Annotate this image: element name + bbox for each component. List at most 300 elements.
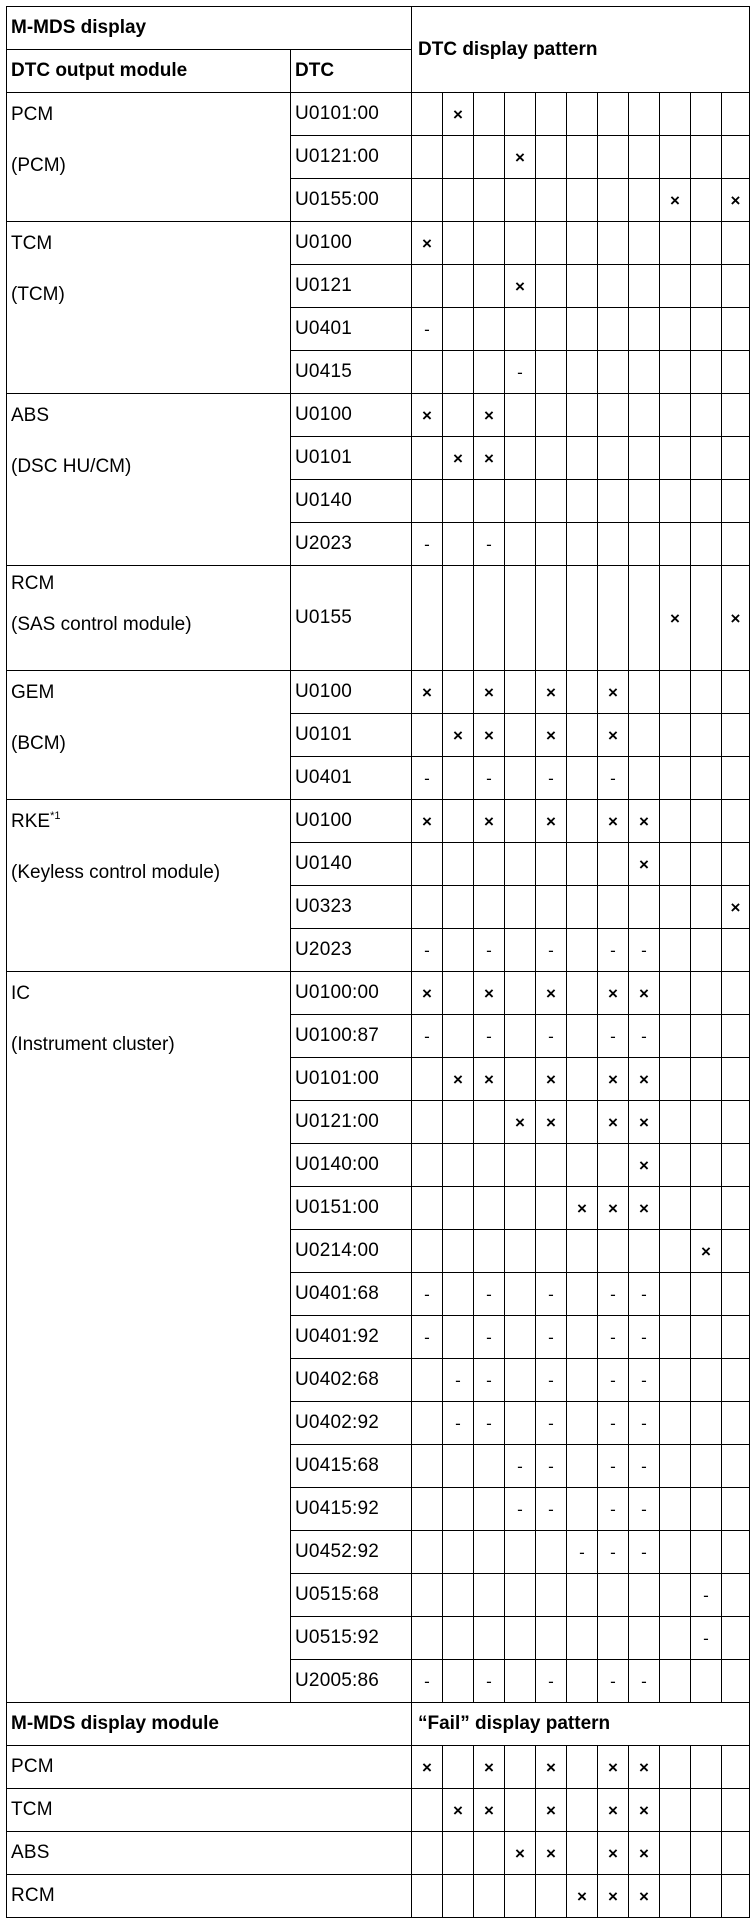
- pattern-cell: [412, 93, 443, 136]
- pattern-cell: [722, 222, 750, 265]
- fail-module-name: ABS: [7, 1832, 412, 1875]
- pattern-cell: [443, 566, 474, 671]
- pattern-cell-dash: -: [691, 1617, 722, 1660]
- pattern-cell: [691, 1273, 722, 1316]
- module-name: [11, 566, 290, 595]
- pattern-cell: [629, 671, 660, 714]
- pattern-cell: [443, 1488, 474, 1531]
- pattern-cell: [598, 480, 629, 523]
- dtc-code: U0121:00: [291, 136, 412, 179]
- pattern-cell: [412, 1531, 443, 1574]
- pattern-cell-x-mark: ×: [598, 1187, 629, 1230]
- pattern-cell: [722, 136, 750, 179]
- pattern-cell: [567, 1015, 598, 1058]
- pattern-cell: [660, 1875, 691, 1918]
- pattern-cell-x-mark: ×: [474, 394, 505, 437]
- pattern-cell: [660, 1101, 691, 1144]
- dtc-code: U0140: [291, 480, 412, 523]
- pattern-cell-x-mark: ×: [629, 1789, 660, 1832]
- pattern-cell: [505, 1660, 536, 1703]
- pattern-cell: [691, 929, 722, 972]
- pattern-cell: [567, 714, 598, 757]
- dtc-code: U0100:00: [291, 972, 412, 1015]
- pattern-cell: [691, 1875, 722, 1918]
- pattern-cell: [722, 1058, 750, 1101]
- module-cell: [7, 972, 291, 1703]
- pattern-cell: [567, 1488, 598, 1531]
- pattern-cell: [567, 972, 598, 1015]
- pattern-cell: [660, 1230, 691, 1273]
- pattern-cell: [505, 566, 536, 671]
- pattern-cell: [722, 523, 750, 566]
- pattern-cell-x-mark: ×: [567, 1187, 598, 1230]
- pattern-cell: [474, 1187, 505, 1230]
- pattern-cell: [443, 1832, 474, 1875]
- pattern-cell: [567, 800, 598, 843]
- pattern-cell-x-mark: ×: [474, 800, 505, 843]
- pattern-cell: [505, 523, 536, 566]
- table-row: [7, 222, 750, 265]
- pattern-cell: [691, 1359, 722, 1402]
- pattern-cell-dash: -: [629, 929, 660, 972]
- pattern-cell-x-mark: ×: [536, 972, 567, 1015]
- pattern-cell: [629, 714, 660, 757]
- pattern-cell: [691, 394, 722, 437]
- pattern-cell: [443, 1230, 474, 1273]
- pattern-cell: [629, 566, 660, 671]
- pattern-cell: [660, 1617, 691, 1660]
- pattern-cell-dash: -: [629, 1445, 660, 1488]
- pattern-cell: [443, 929, 474, 972]
- dtc-code: U2005:86: [291, 1660, 412, 1703]
- pattern-cell: [722, 1746, 750, 1789]
- pattern-cell: [567, 93, 598, 136]
- pattern-cell-dash: -: [536, 1316, 567, 1359]
- pattern-cell: [660, 523, 691, 566]
- module-name-text: GEM: [11, 682, 55, 703]
- pattern-cell-x-mark: ×: [598, 1058, 629, 1101]
- pattern-cell-x-mark: ×: [474, 714, 505, 757]
- pattern-cell: [567, 308, 598, 351]
- pattern-cell: [412, 1359, 443, 1402]
- pattern-cell: [412, 1832, 443, 1875]
- pattern-cell-dash: -: [598, 1273, 629, 1316]
- pattern-cell: [505, 800, 536, 843]
- pattern-cell: [660, 714, 691, 757]
- pattern-cell: [567, 523, 598, 566]
- dtc-code: U0401:68: [291, 1273, 412, 1316]
- table-body: [7, 7, 750, 1918]
- pattern-cell: [722, 1445, 750, 1488]
- pattern-cell: [660, 1445, 691, 1488]
- pattern-cell: [722, 1789, 750, 1832]
- pattern-cell-x-mark: ×: [536, 1101, 567, 1144]
- pattern-cell: [567, 843, 598, 886]
- pattern-cell: [474, 1875, 505, 1918]
- pattern-cell: [443, 972, 474, 1015]
- pattern-cell: [722, 929, 750, 972]
- pattern-cell: [660, 265, 691, 308]
- pattern-cell: [722, 1187, 750, 1230]
- pattern-cell: [567, 566, 598, 671]
- pattern-cell: [412, 1875, 443, 1918]
- pattern-cell-x-mark: ×: [412, 671, 443, 714]
- dtc-code: U0101: [291, 437, 412, 480]
- pattern-cell-dash: -: [598, 929, 629, 972]
- pattern-cell: [536, 886, 567, 929]
- pattern-cell-x-mark: ×: [412, 800, 443, 843]
- pattern-cell: [660, 480, 691, 523]
- pattern-cell-x-mark: ×: [474, 972, 505, 1015]
- dtc-code: U0151:00: [291, 1187, 412, 1230]
- dtc-code: U0401: [291, 308, 412, 351]
- pattern-cell: [536, 1617, 567, 1660]
- pattern-cell: [598, 566, 629, 671]
- pattern-cell: [505, 886, 536, 929]
- pattern-cell: [660, 136, 691, 179]
- pattern-cell: [443, 1015, 474, 1058]
- pattern-cell-dash: -: [474, 1015, 505, 1058]
- pattern-cell-x-mark: ×: [629, 1875, 660, 1918]
- pattern-cell: [660, 1832, 691, 1875]
- pattern-cell: [722, 93, 750, 136]
- pattern-cell: [505, 179, 536, 222]
- pattern-cell-dash: -: [412, 1273, 443, 1316]
- pattern-cell: [505, 843, 536, 886]
- pattern-cell-dash: -: [412, 757, 443, 800]
- pattern-cell-x-mark: ×: [474, 1058, 505, 1101]
- pattern-cell: [629, 394, 660, 437]
- pattern-cell-dash: -: [505, 1445, 536, 1488]
- pattern-cell: [722, 972, 750, 1015]
- pattern-cell: [505, 929, 536, 972]
- pattern-cell-dash: -: [629, 1402, 660, 1445]
- pattern-cell-dash: -: [598, 1660, 629, 1703]
- pattern-cell: [722, 265, 750, 308]
- pattern-cell: [412, 1445, 443, 1488]
- pattern-cell: [691, 1144, 722, 1187]
- pattern-cell: [722, 1488, 750, 1531]
- dtc-code: U2023: [291, 929, 412, 972]
- pattern-cell-x-mark: ×: [629, 800, 660, 843]
- pattern-cell: [505, 1531, 536, 1574]
- pattern-cell: [629, 179, 660, 222]
- pattern-cell: [691, 714, 722, 757]
- pattern-cell: [443, 1273, 474, 1316]
- pattern-cell: [722, 671, 750, 714]
- fail-module-name: TCM: [7, 1789, 412, 1832]
- pattern-cell: [474, 886, 505, 929]
- pattern-cell: [474, 136, 505, 179]
- pattern-cell: [443, 671, 474, 714]
- pattern-cell: [660, 1273, 691, 1316]
- dtc-output-module-header: DTC output module: [7, 50, 291, 93]
- table-row: [7, 800, 750, 843]
- module-name: [11, 671, 290, 704]
- pattern-cell: [660, 972, 691, 1015]
- pattern-cell: [412, 714, 443, 757]
- pattern-cell: [629, 222, 660, 265]
- pattern-cell: [443, 265, 474, 308]
- pattern-cell-dash: -: [505, 1488, 536, 1531]
- pattern-cell-x-mark: ×: [722, 886, 750, 929]
- pattern-cell: [691, 1531, 722, 1574]
- dtc-code: U0101:00: [291, 1058, 412, 1101]
- pattern-cell-dash: -: [474, 929, 505, 972]
- pattern-cell-dash: -: [443, 1359, 474, 1402]
- pattern-cell-dash: -: [536, 1273, 567, 1316]
- pattern-cell: [691, 351, 722, 394]
- pattern-cell-dash: -: [629, 1488, 660, 1531]
- pattern-cell: [536, 1574, 567, 1617]
- module-name: [11, 394, 290, 427]
- pattern-cell: [505, 93, 536, 136]
- pattern-cell: [474, 1101, 505, 1144]
- pattern-cell: [660, 843, 691, 886]
- pattern-cell: [412, 566, 443, 671]
- pattern-cell: [443, 1531, 474, 1574]
- pattern-cell: [505, 1230, 536, 1273]
- pattern-cell-dash: -: [598, 1531, 629, 1574]
- pattern-cell-x-mark: ×: [536, 1789, 567, 1832]
- pattern-cell-x-mark: ×: [443, 437, 474, 480]
- pattern-cell-x-mark: ×: [536, 671, 567, 714]
- pattern-cell: [722, 480, 750, 523]
- pattern-cell: [567, 1445, 598, 1488]
- pattern-cell-x-mark: ×: [629, 1746, 660, 1789]
- pattern-cell: [505, 1402, 536, 1445]
- pattern-cell: [443, 1187, 474, 1230]
- module-description: (PCM): [11, 154, 66, 176]
- pattern-cell: [598, 179, 629, 222]
- pattern-cell-dash: -: [474, 1660, 505, 1703]
- pattern-cell-dash: -: [412, 1015, 443, 1058]
- pattern-cell: [567, 1617, 598, 1660]
- pattern-cell: [412, 1101, 443, 1144]
- dtc-code: U0401: [291, 757, 412, 800]
- pattern-cell: [567, 929, 598, 972]
- pattern-cell: [660, 351, 691, 394]
- dtc-code: U0100: [291, 222, 412, 265]
- pattern-cell: [629, 886, 660, 929]
- pattern-cell: [691, 437, 722, 480]
- pattern-cell-dash: -: [443, 1402, 474, 1445]
- pattern-cell: [536, 265, 567, 308]
- pattern-cell-dash: -: [505, 351, 536, 394]
- pattern-cell: [505, 972, 536, 1015]
- pattern-cell-x-mark: ×: [536, 800, 567, 843]
- pattern-cell-dash: -: [412, 308, 443, 351]
- pattern-cell: [567, 1746, 598, 1789]
- pattern-cell: [691, 1832, 722, 1875]
- module-name-text: PCM: [11, 104, 54, 125]
- pattern-cell: [691, 1488, 722, 1531]
- pattern-cell: [691, 1402, 722, 1445]
- pattern-cell-x-mark: ×: [691, 1230, 722, 1273]
- pattern-cell: [505, 1746, 536, 1789]
- pattern-cell: [722, 800, 750, 843]
- module-name: [11, 800, 290, 833]
- pattern-cell: [474, 1230, 505, 1273]
- pattern-cell: [691, 1445, 722, 1488]
- pattern-cell: [691, 265, 722, 308]
- pattern-cell: [722, 1015, 750, 1058]
- pattern-cell: [629, 480, 660, 523]
- pattern-cell: [567, 1789, 598, 1832]
- pattern-cell: [722, 1359, 750, 1402]
- pattern-cell: [474, 308, 505, 351]
- pattern-cell-x-mark: ×: [536, 1058, 567, 1101]
- fail-display-pattern-header: “Fail” display pattern: [412, 1703, 750, 1746]
- pattern-cell: [412, 437, 443, 480]
- pattern-cell: [474, 265, 505, 308]
- pattern-cell: [722, 1402, 750, 1445]
- pattern-cell: [474, 1445, 505, 1488]
- module-name: [11, 93, 290, 126]
- pattern-cell-x-mark: ×: [629, 1144, 660, 1187]
- fail-module-name: PCM: [7, 1746, 412, 1789]
- pattern-cell: [505, 1617, 536, 1660]
- module-description: (DSC HU/CM): [11, 455, 132, 477]
- pattern-cell: [691, 523, 722, 566]
- pattern-cell: [660, 1574, 691, 1617]
- pattern-cell-dash: -: [474, 1316, 505, 1359]
- module-cell: [7, 671, 291, 800]
- pattern-cell-x-mark: ×: [629, 843, 660, 886]
- pattern-cell: [536, 308, 567, 351]
- pattern-cell: [660, 1531, 691, 1574]
- pattern-cell-x-mark: ×: [474, 437, 505, 480]
- pattern-cell-dash: -: [412, 929, 443, 972]
- module-cell: [7, 93, 291, 222]
- pattern-cell: [691, 757, 722, 800]
- pattern-cell: [660, 1015, 691, 1058]
- pattern-cell: [505, 1574, 536, 1617]
- table-row: [7, 566, 750, 671]
- pattern-cell: [505, 1273, 536, 1316]
- module-name-text: RKE: [11, 811, 51, 832]
- pattern-cell-x-mark: ×: [629, 1187, 660, 1230]
- pattern-cell: [567, 886, 598, 929]
- module-cell: [7, 222, 291, 394]
- dtc-code: U0155: [291, 566, 412, 671]
- pattern-cell: [722, 1617, 750, 1660]
- pattern-cell: [412, 1617, 443, 1660]
- pattern-cell: [443, 308, 474, 351]
- module-cell: [7, 800, 291, 972]
- pattern-cell-x-mark: ×: [598, 800, 629, 843]
- pattern-cell: [567, 222, 598, 265]
- pattern-cell: [660, 671, 691, 714]
- pattern-cell: [629, 523, 660, 566]
- pattern-cell: [567, 1273, 598, 1316]
- pattern-cell: [660, 1746, 691, 1789]
- pattern-cell-dash: -: [536, 1488, 567, 1531]
- dtc-code: U0100: [291, 394, 412, 437]
- pattern-cell: [536, 523, 567, 566]
- dtc-code: U0515:92: [291, 1617, 412, 1660]
- pattern-cell-x-mark: ×: [443, 714, 474, 757]
- pattern-cell: [722, 394, 750, 437]
- pattern-cell: [691, 1316, 722, 1359]
- pattern-cell: [629, 93, 660, 136]
- dtc-display-pattern-table: [6, 6, 750, 1918]
- pattern-cell: [598, 136, 629, 179]
- pattern-cell-x-mark: ×: [598, 714, 629, 757]
- pattern-cell-dash: -: [598, 1402, 629, 1445]
- pattern-cell: [598, 1574, 629, 1617]
- pattern-cell: [691, 480, 722, 523]
- dtc-code: U0101:00: [291, 93, 412, 136]
- dtc-code: U2023: [291, 523, 412, 566]
- module-name-text: TCM: [11, 233, 53, 254]
- pattern-cell: [691, 972, 722, 1015]
- pattern-cell: [691, 566, 722, 671]
- pattern-cell: [567, 1101, 598, 1144]
- module-description: (BCM): [11, 732, 66, 754]
- pattern-cell: [443, 1875, 474, 1918]
- pattern-cell: [567, 136, 598, 179]
- pattern-cell: [691, 671, 722, 714]
- pattern-cell: [474, 222, 505, 265]
- module-name: [11, 972, 290, 1005]
- pattern-cell: [691, 1015, 722, 1058]
- pattern-cell: [691, 1187, 722, 1230]
- pattern-cell: [474, 179, 505, 222]
- pattern-cell: [536, 351, 567, 394]
- pattern-cell: [660, 308, 691, 351]
- pattern-cell: [412, 886, 443, 929]
- pattern-cell: [412, 1144, 443, 1187]
- pattern-cell-x-mark: ×: [598, 972, 629, 1015]
- pattern-cell: [412, 1488, 443, 1531]
- dtc-header: DTC: [291, 50, 412, 93]
- pattern-cell: [536, 179, 567, 222]
- pattern-cell: [505, 1359, 536, 1402]
- pattern-cell: [474, 1617, 505, 1660]
- pattern-cell: [722, 1832, 750, 1875]
- pattern-cell: [443, 1617, 474, 1660]
- pattern-cell-x-mark: ×: [598, 1875, 629, 1918]
- pattern-cell-x-mark: ×: [412, 222, 443, 265]
- pattern-cell: [691, 1058, 722, 1101]
- pattern-cell: [443, 843, 474, 886]
- pattern-cell: [567, 1316, 598, 1359]
- pattern-cell: [505, 1015, 536, 1058]
- pattern-cell: [598, 308, 629, 351]
- pattern-cell: [598, 1144, 629, 1187]
- pattern-cell: [412, 480, 443, 523]
- fail-row: [7, 1875, 750, 1918]
- pattern-cell: [443, 757, 474, 800]
- dtc-code: U0140: [291, 843, 412, 886]
- pattern-cell: [443, 1316, 474, 1359]
- pattern-cell: [412, 136, 443, 179]
- pattern-cell: [722, 308, 750, 351]
- pattern-cell: [474, 566, 505, 671]
- pattern-cell-dash: -: [474, 1273, 505, 1316]
- pattern-cell: [443, 179, 474, 222]
- pattern-cell: [722, 843, 750, 886]
- pattern-cell: [474, 93, 505, 136]
- mmds-display-header: M-MDS display: [7, 7, 412, 50]
- pattern-cell: [722, 714, 750, 757]
- pattern-cell: [598, 1230, 629, 1273]
- pattern-cell: [567, 1144, 598, 1187]
- pattern-cell: [722, 1144, 750, 1187]
- dtc-code: U0515:68: [291, 1574, 412, 1617]
- pattern-cell: [598, 351, 629, 394]
